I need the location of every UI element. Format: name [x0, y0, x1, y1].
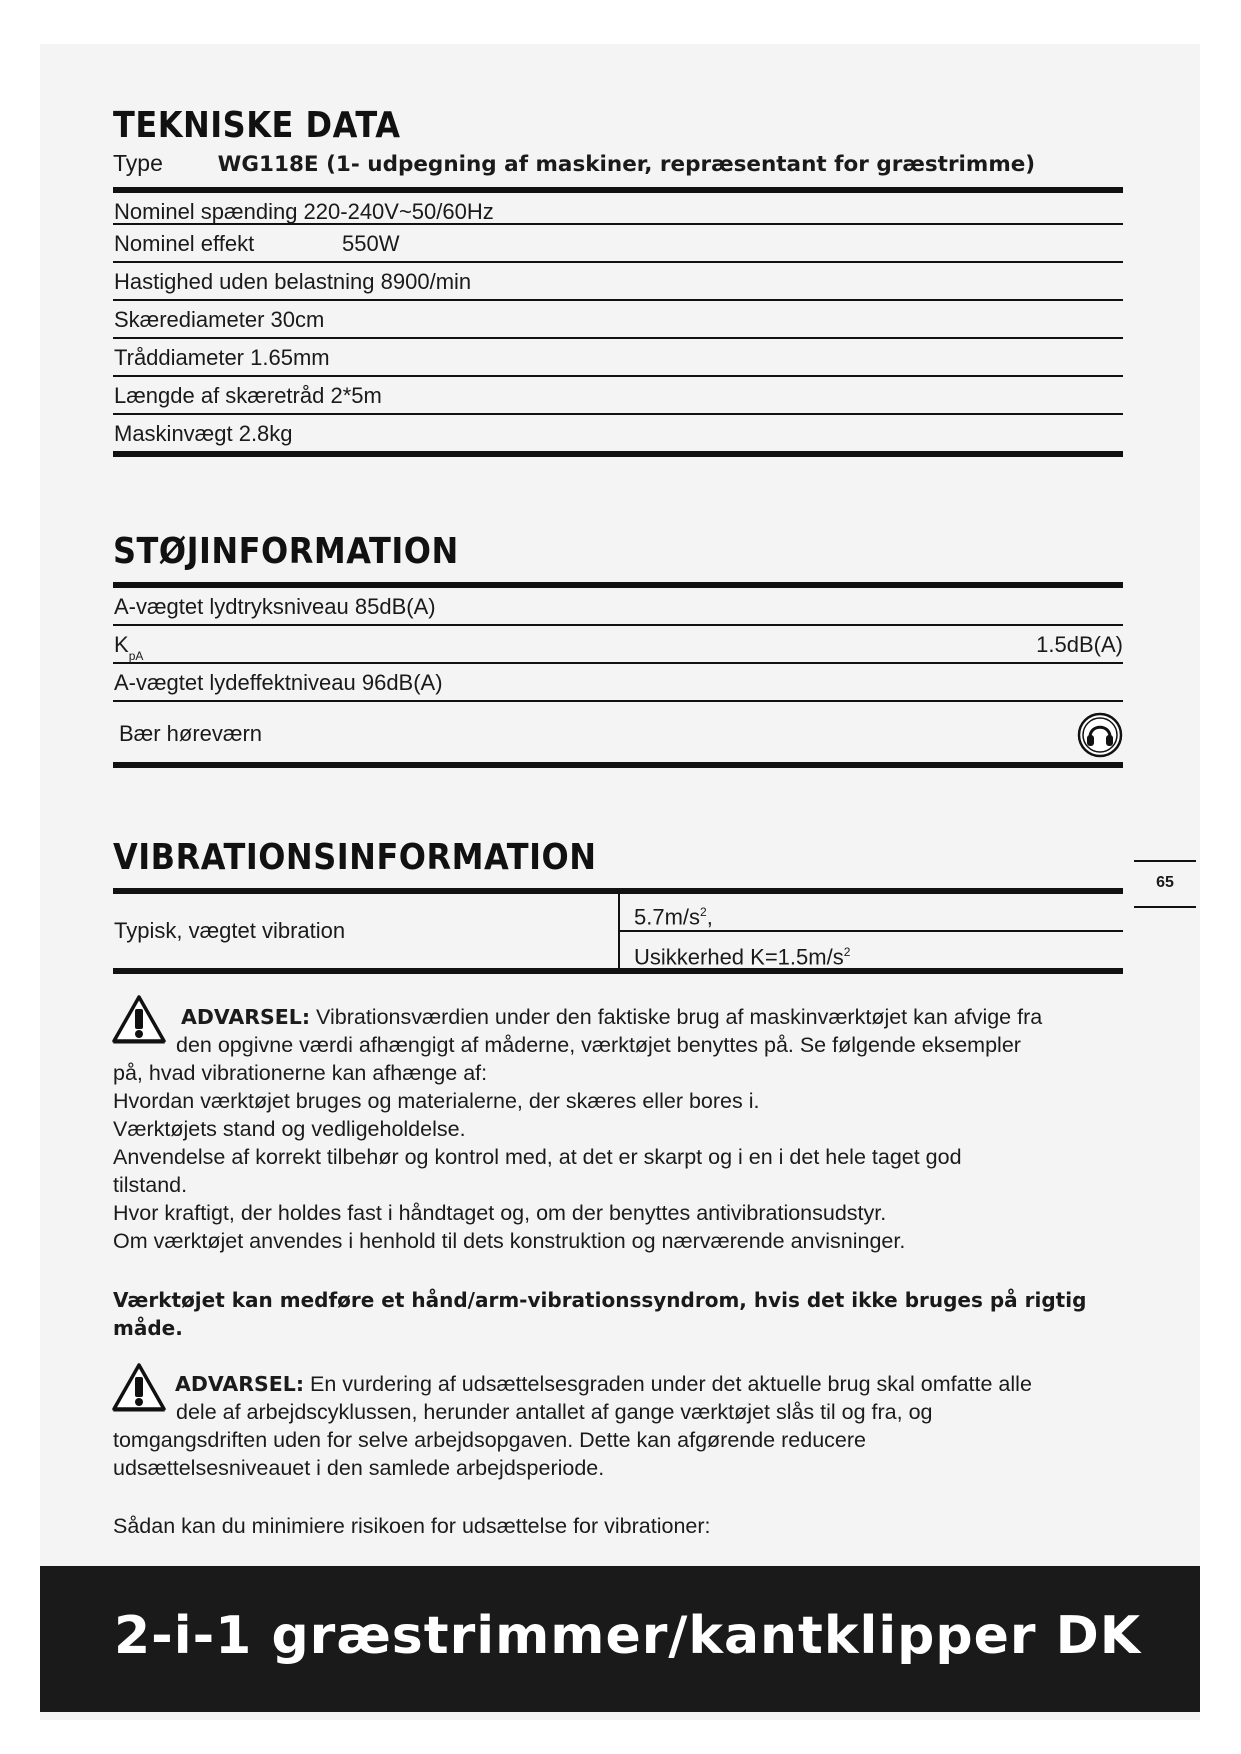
noise-row-power: A-vægtet lydeffektniveau 96dB(A)	[113, 664, 1123, 702]
vibration-label: Typisk, vægtet vibration	[114, 918, 346, 943]
type-label: Type	[113, 150, 163, 176]
bold-note	[113, 1286, 1123, 1342]
k-label: K	[114, 632, 129, 657]
closing-text: Sådan kan du minimiere risikoen for udsættelse for vibrationer:	[113, 1514, 711, 1538]
warning1-block	[113, 1003, 1123, 1255]
warning1-line: tilstand.	[113, 1173, 188, 1197]
type-line	[113, 150, 1123, 190]
power-value: 550W	[342, 231, 400, 256]
type-value: WG118E (1- udpegning af maskiner, repræsentant for græstrimme)	[217, 152, 1036, 177]
tech-row: Maskinvægt 2.8kg	[113, 415, 1123, 457]
noise-row-pressure: A-vægtet lydtryksniveau 85dB(A)	[113, 582, 1123, 626]
tech-row: Skærediameter 30cm	[113, 301, 1123, 339]
tech-row: Tråddiameter 1.65mm	[113, 339, 1123, 377]
warning2-first: En vurdering af udsættelsesgraden under det aktuelle brug skal omfatte alle	[304, 1372, 1032, 1396]
vibration-value: 5.7m/s	[634, 904, 701, 930]
warning2-line: udsættelsesniveauet i den samlede arbejdsperiode.	[113, 1456, 605, 1480]
ear-protection-icon	[1077, 712, 1123, 758]
noise-heading: STØJINFORMATION	[113, 530, 459, 572]
k-subscript: pA	[128, 649, 144, 663]
tech-row: Nominel spænding 220-240V~50/60Hz	[113, 187, 1123, 225]
warning1-line: Værktøjets stand og vedligeholdelse.	[113, 1117, 466, 1141]
warning1-line: på, hvad vibrationerne kan afhænge af:	[113, 1061, 488, 1085]
page-number: 65	[1134, 860, 1196, 908]
warning2-line: dele af arbejdscyklussen, herunder antallet af gange værktøjet slås til og fra, og	[176, 1400, 933, 1424]
vibration-table	[113, 888, 1123, 974]
noise-row-k	[113, 626, 1123, 664]
tech-section	[113, 104, 1123, 146]
warning1-line: Om værktøjet anvendes i henhold til dets konstruktion og nærværende anvisninger.	[113, 1229, 906, 1253]
warning1-line: Hvor kraftigt, der holdes fast i håndtaget og, om der benyttes antivibrationsudstyr.	[113, 1201, 887, 1225]
warning2-block	[113, 1370, 1123, 1482]
warning2-line	[113, 1370, 1123, 1398]
warning1-line: den opgivne værdi afhængigt af måderne, værktøjet benyttes på. Se følgende eksempler	[176, 1033, 1021, 1057]
tech-row: Hastighed uden belastning 8900/min	[113, 263, 1123, 301]
noise-row-ear	[113, 702, 1123, 768]
warning1-line	[113, 1003, 1123, 1031]
warning1-first: Vibrationsværdien under den faktiske brug af maskinværktøjet kan afvige fra	[310, 1005, 1043, 1029]
footer-title: 2-i-1 græstrimmer/kantklipper DK	[114, 1606, 1142, 1666]
k-value: 1.5dB(A)	[1036, 632, 1123, 657]
bold-note-line: måde.	[113, 1316, 183, 1340]
ear-protection-text: Bær høreværn	[119, 721, 263, 746]
vibration-section	[113, 836, 1123, 878]
noise-section	[113, 530, 1123, 572]
bold-note-line: Værktøjet kan medføre et hånd/arm-vibrationssyndrom, hvis det ikke bruges på rigtig	[113, 1288, 1087, 1312]
warning2-label: ADVARSEL:	[175, 1372, 305, 1396]
power-label: Nominel effekt	[114, 231, 255, 256]
uncertainty-cell	[620, 932, 1123, 968]
vibration-heading: VIBRATIONSINFORMATION	[113, 836, 597, 878]
tech-row-power	[113, 225, 1123, 263]
warning2-line: tomgangsdriften uden for selve arbejdsopgaven. Dette kan afgørende reducere	[113, 1428, 866, 1452]
vibration-exp: 2	[700, 905, 707, 919]
vibration-tail: ,	[706, 904, 713, 930]
uncertainty-value: Usikkerhed K=1.5m/s	[634, 944, 844, 970]
noise-table	[113, 582, 1123, 768]
tech-row: Længde af skæretråd 2*5m	[113, 377, 1123, 415]
warning1-line: Anvendelse af korrekt tilbehør og kontrol med, at det er skarpt og i en i det hele taget god	[113, 1145, 962, 1169]
tech-table	[113, 187, 1123, 457]
warning1-line: Hvordan værktøjet bruges og materialerne, der skæres eller bores i.	[113, 1089, 760, 1113]
uncertainty-exp: 2	[843, 945, 851, 959]
tech-heading: TEKNISKE DATA	[113, 104, 401, 146]
vibration-value-cell	[620, 894, 1123, 932]
footer-band	[40, 1566, 1200, 1712]
warning1-label: ADVARSEL:	[181, 1005, 311, 1029]
